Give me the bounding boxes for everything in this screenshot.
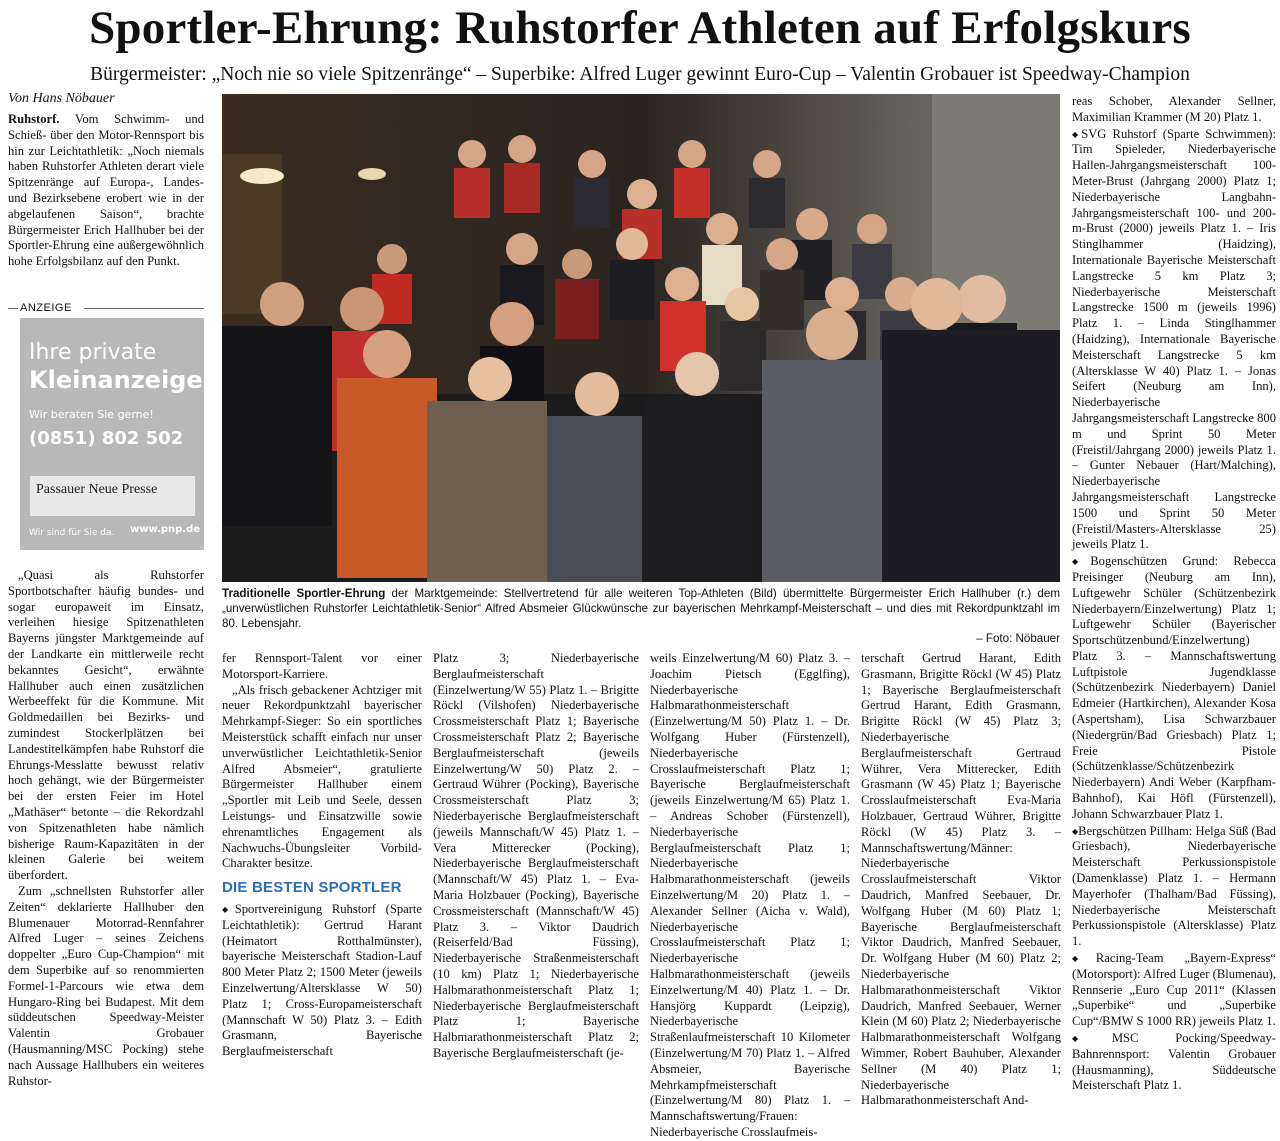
list-item: ◆ Bergschützen Pillham: Helga Süß (Bad Griesbach), Niederbayerische Meisterschaft Perkussionspistole (Damenklasse) Platz 1. – Hermann Mayerhofer (Thalham/Bad Füssing), Niederbayerische Meisterschaft Perkussionspistole (Altersklasse) Platz 1. — [1072, 824, 1276, 950]
subline: Bürgermeister: „Noch nie so viele Spitzenränge“ – Superbike: Alfred Luger gewinnt Euro-Cup – Valentin Grobauer ist Speedway-Champion — [90, 64, 1190, 85]
lead-place: Ruhstorf. — [8, 112, 60, 126]
lead-paragraph — [8, 112, 204, 270]
ad-line2: Kleinanzeige — [29, 366, 203, 394]
paragraph: Platz 3; Niederbayerische Berglaufmeisterschaft (Einzelwertung/W 55) Platz 1. – Brigitte Röckl (Vilshofen) Niederbayerische Crossmeisterschaft Platz 1; Bayerische Crossmeisterschaft Platz 2; Bayerische Berglaufmeisterschaft (jeweils Einzelwertung/W 50) Platz 2. – Gertraud Wührer (Pocking), Bayerische Crossmeisterschaft Platz 3; Niederbayerische Berglaufmeisterschaft (jeweils Mannschaft/W 45) Platz 1. – Vera Mitterecker (Pocking), Niederbayerische Berglaufmeisterschaft (Mannschaft/W 45) Platz 1. – Eva-Maria Holzbauer (Pocking), Bayerische Crossmeisterschaft (Mannschaft/W 45) Platz 3. – Viktor Daudrich (Reiserfeld/Bad Füssing), Niederbayerische Straßenmeisterschaft (10 km) Platz 1; Niederbayerische Halbmarathonmeisterschaft Platz 1; Niederbayerische Berglaufmeisterschaft Platz 1; Bayerische Halbmarathonmeisterschaft Platz 2; Bayerische Berglaufmeisterschaft (je- — [433, 651, 639, 1060]
paragraph: Zum „schnellsten Ruhstorfer aller Zeiten“ deklarierte Hallhuber den Blumenauer Motorrad-Rennfahrer Alfred Luger – seines Zeichens doppelter „Euro Cup-Champion“ mit dem Superbike auf so renommierten Formel-1-Parcours wie etwa dem Hungaro-Ring bei Budapest. Mit dem süddeutschen Speedway-Meister Valentin Grobauer (Hausmanning/MSC Pocking) stehe nach Aussage Hallhubers ein weiteres Ruhstor- — [8, 883, 204, 1088]
caption-text: der Marktgemeinde: Stellvertretend für alle weiteren Top-Athleten (Bild) übermittelte Bürgermeister Erich Hallhuber (r.) dem „unverwüstlichen Ruhstorfer Leichtathletik-Senior“ Alfred Absmeier Glückwünsche zur bayerischen Mehrkampf-Meisterschaft – und dies mit Rekordpunktzahl im 80. Lebensjahr. — [222, 587, 1060, 630]
list-item: ◆ SVG Ruhstorf (Sparte Schwimmen): Tim Spieleder, Niederbayerische Hallen-Jahrgangsmeisterschaft 100-Meter-Brust (Jahrgang 2000) Platz 1; Niederbayerische Langbahn-Jahrgangsmeisterschaft 100- und 200-m-Brust (2000) jeweils Platz 1. – Iris Stinglhammer (Haidzing), Internationale Bayerische Meisterschaft Langstrecke 5 km Platz 3; Niederbayerische Meisterschaft Langstrecke 1500 m (jeweils 1996) Platz 1. – Linda Stinglhammer (Haidzing), Internationale Bayerische Meisterschaft Langstrecke 5 km (Altersklasse W 40) Platz 1. – Jonas Seifert (Neuburg am Inn), Niederbayerische Jahrgangsmeisterschaft Langstrecke 800 m und Sprint 50 Meter (Freistil/Jahrgang 2000) jeweils Platz 1. – Gunter Nebauer (Hart/Malching), Niederbayerische Jahrgangsmeisterschaft Langstrecke 1500 und Sprint 50 Meter (Freistil/Masters-Altersklasse 25) jeweils Platz 1. — [1072, 127, 1276, 554]
lead-column — [8, 112, 204, 302]
group-photo — [222, 94, 1060, 582]
paragraph: terschaft Gertrud Harant, Edith Grasmann, Brigitte Röckl (W 45) Platz 1; Bayerische Berglaufmeisterschaft Gertrud Harant, Edith Grasmann, Brigitte Röckl (W 45) Platz 3; Niederbayerische Berglaufmeisterschaft Gertraud Wührer, Vera Mitterecker, Edith Grasmann (W 45) Platz 1; Bayerische Crosslaufmeisterschaft Eva-Maria Holzbauer, Gertraud Wührer, Brigitte Röckl (W 45) Platz 3. – Mannschaftswertung/Männer: Niederbayerische Crosslaufmeisterschaft Viktor Daudrich, Manfred Seebauer, Dr. Wolfgang Huber (M 60) Platz 1; Bayerische Berglaufmeisterschaft Viktor Daudrich, Manfred Seebauer, Dr. Wolfgang Huber (M 60) Platz 2; Niederbayerische Halbmarathonmeisterschaft Viktor Daudrich, Manfred Seebauer, Werner Klein (M 60) Platz 2; Niederbayerische Halbmarathonmeisterschaft Wolfgang Wimmer, Robert Bauhuber, Alexander Sellner (M 40) Platz 1; Niederbayerische Halbmarathonmeisterschaft And- — [861, 651, 1061, 1108]
ad-newspaper-image — [30, 476, 195, 516]
ad-label: ANZEIGE — [20, 302, 72, 314]
caption-bold: Traditionelle Sportler-Ehrung — [222, 587, 386, 600]
headline: Sportler-Ehrung: Ruhstorfer Athleten auf Erfolgskurs — [89, 2, 1191, 54]
ad-phone: (0851) 802 502 — [29, 428, 184, 449]
section-heading: DIE BESTEN SPORTLER — [222, 879, 402, 897]
ad-line3: Wir beraten Sie gerne! — [29, 408, 154, 421]
column-3 — [433, 651, 639, 1062]
ad-paper-name: Passauer Neue Presse — [36, 482, 158, 497]
advertisement[interactable] — [20, 318, 204, 550]
column-6 — [1072, 94, 1277, 1093]
group-photo-image — [222, 94, 1060, 582]
list-item: ◆ Bogenschützen Grund: Rebecca Preisinger (Neuburg am Inn), Luftgewehr Schüler (Schützenbezirk Niederbayern/Einzelwertung) Platz 1; Luftgewehr Schüler (Bayerischer Sportschützenbund/Einzelwertung) Platz 3. – Mannschaftswertung Luftpistole Jugendklasse (Schützenbezirk Niederbayern) Daniel Edmeier (Hartkirchen), Alexander Kosa (Aspertsham), Lisa Schwarzbauer (Niedergrün/Bad Griesbach) Platz 1; Freie Pistole (Schützenklasse/Schützenbezirk Niederbayern) Andi Weber (Karpfham-Bahnhof), Kai Höfl (Fürstenzell), Johann Schwarzbauer Platz 1. — [1072, 554, 1276, 823]
column-4 — [650, 651, 850, 1139]
list-item: ◆ MSC Pocking/Speedway-Bahnrennsport: Valentin Grobauer (Hausmanning), Süddeutsche Meisterschaft Platz 1. — [1072, 1031, 1276, 1094]
ad-url[interactable]: www.pnp.de — [130, 524, 201, 535]
photo-caption — [222, 586, 1060, 646]
list-item: ◆ Racing-Team „Bayern-Express“ (Motorsport): Alfred Luger (Blumenau), Rennserie „Euro Cup 2011“ (Klassen „Superbike“ und „Superbike Cup“/BMW S 1000 RR) jeweils Platz 1. — [1072, 951, 1276, 1030]
ad-rule-right — [84, 308, 204, 309]
ad-tagline: Wir sind für Sie da. — [29, 528, 115, 538]
paragraph: weils Einzelwertung/M 60) Platz 3. – Joachim Pietsch (Egglfing), Niederbayerische Halbmarathonmeisterschaft (Einzelwertung/M 50) Platz 1. – Dr. Wolfgang Huber (Fürstenzell), Niederbayerische Crosslaufmeisterschaft Platz 1; Bayerische Berglaufmeisterschaft (jeweils Einzelwertung/M 65) Platz 1. – Andreas Schober (Fürstenzell), Niederbayerische Berglaufmeisterschaft Platz 1; Niederbayerische Halbmarathonmeisterschaft (jeweils Einzelwertung/M 20) Platz 1. – Alexander Sellner (Aicha v. Wald), Niederbayerische Crosslaufmeisterschaft Platz 1; Niederbayerische Halbmarathonmeisterschaft (jeweils Einzelwertung/M 40) Platz 1. – Dr. Hansjörg Kuppardt (Leipzig), Niederbayerische Straßenlaufmeisterschaft 10 Kilometer (Einzelwertung/M 70) Platz 1. – Alfred Absmeier, Bayerische Mehrkampfmeisterschaft (Einzelwertung/M 80) Platz 1. – Mannschaftswertung/Frauen: Niederbayerische Crosslaufmeis- — [650, 651, 850, 1139]
ad-rule-left — [8, 308, 18, 309]
lead-text: Vom Schwimm- und Schieß- über den Motor-Rennsport bis hin zur Leichtathletik: „Noch niemals haben Ruhstorfer Athleten derart viele Spitzenränge auf Europa-, Landes- und Bezirksebene erobert wie in der abgelaufenen Saison“, brachte Bürgermeister Erich Hallhuber bei der Sportler-Ehrung eine außergewöhnlich hohe Erfolgsbilanz auf den Punkt. — [8, 112, 204, 269]
paragraph: reas Schober, Alexander Sellner, Maximilian Krammer (M 20) Platz 1. — [1072, 94, 1276, 124]
paragraph: fer Rennsport-Talent vor einer Motorsport-Karriere. — [222, 651, 422, 681]
column-2 — [222, 651, 422, 1062]
column-5 — [861, 651, 1061, 1108]
paragraph: „Quasi als Ruhstorfer Sportbotschafter häufig bundes- und sogar europaweit im Einsatz, verleihen hiesige Spitzenathleten Bayerns jüngster Marktgemeinde auf der Landkarte ein mittlerweile recht bekanntes Gesicht“, erwähnte Hallhuber auch einen zusätzlichen Werbeeffekt für die Kommune. Mit Goldmedaillen bei Bezirks- und zumindest Stockerlplätzen bei Landestitelkämpfen habe Ruhstorf die Ehrungs-Messlatte bewusst relativ hoch gehängt, wie der Bürgermeister bei der ersten Feier im Hotel „Mathäser“ betonte – die Rekordzahl von Spitzenathleten habe nämlich bisherige Raum-Kapazitäten in der kleinen Galerie bei weitem überfordert. — [8, 568, 204, 883]
list-item: ◆ Sportvereinigung Ruhstorf (Sparte Leichtathletik): Gertrud Harant (Heimatort Rotthalmünster), bayerische Meisterschaft Stadion-Lauf 800 Meter Platz 2; 1500 Meter (jeweils Einzelwertung/Altersklasse W 50) Platz 1; Cross-Europameisterschaft (Mannschaft W 50) Platz 3. – Edith Grasmann, Bayerische Berglaufmeisterschaft — [222, 902, 422, 1060]
column-1 — [8, 568, 204, 1088]
paragraph: „Als frisch gebackener Achtziger mit neuer Rekordpunktzahl bayerischer Mehrkampf-Sieger: So ein sportliches Meisterstück schafft einfach nur unser unverwüstlicher Leichtathletik-Senior Alfred Absmeier“, gratulierte Bürgermeister Hallhuber einem „Sportler mit Leib und Seele, dessen Leistungs- und Einsatzwille sowie ehrenamtliches Engagement als Nachwuchs-Übungsleiter Vorbild-Charakter besitze. — [222, 682, 422, 871]
ad-line1: Ihre private — [29, 340, 157, 365]
caption-credit: – Foto: Nöbauer — [976, 632, 1060, 645]
byline: Von Hans Nöbauer — [8, 91, 115, 106]
